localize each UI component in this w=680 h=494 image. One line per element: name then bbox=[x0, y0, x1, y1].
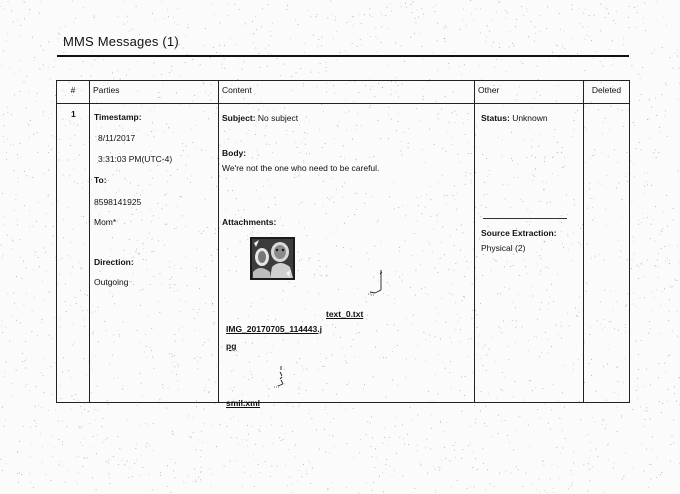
row-num-cell bbox=[57, 104, 90, 403]
text-file-icon[interactable] bbox=[366, 268, 384, 298]
other-divider bbox=[483, 218, 567, 219]
status-line bbox=[481, 113, 548, 123]
table-header-row bbox=[57, 81, 630, 104]
deleted-cell bbox=[584, 104, 630, 403]
body-text: We're not the one who need to be careful. bbox=[222, 163, 380, 173]
subject-line bbox=[222, 113, 298, 123]
attachment-image-name-line1[interactable]: IMG_20170705_114443.j bbox=[226, 324, 322, 334]
subject-label: Subject: bbox=[222, 113, 256, 123]
timestamp-date: 8/11/2017 bbox=[98, 133, 136, 143]
image-thumbnail[interactable] bbox=[250, 237, 295, 280]
header-content: Content bbox=[219, 81, 475, 104]
attachment-text-file[interactable]: text_0.txt bbox=[326, 309, 364, 319]
status-label: Status: bbox=[481, 113, 510, 123]
attachments-label: Attachments: bbox=[222, 217, 277, 227]
subject-value: No subject bbox=[257, 113, 299, 123]
header-other: Other bbox=[475, 81, 584, 104]
timestamp-time: 3:31:03 PM(UTC-4) bbox=[98, 154, 173, 164]
mms-messages-table bbox=[56, 80, 630, 408]
recipient-name: Mom* bbox=[94, 217, 117, 227]
source-extraction-value: Physical (2) bbox=[481, 243, 526, 253]
direction-value: Outgoing bbox=[94, 277, 129, 287]
header-num: # bbox=[57, 81, 90, 104]
source-extraction-label: Source Extraction: bbox=[481, 228, 557, 238]
attachment-image-name-line2[interactable]: pg bbox=[226, 341, 237, 351]
table-row bbox=[57, 104, 630, 403]
status-value: Unknown bbox=[512, 113, 548, 123]
header-parties: Parties bbox=[90, 81, 219, 104]
title-divider bbox=[57, 55, 629, 57]
content-cell bbox=[219, 104, 475, 408]
header-deleted: Deleted bbox=[584, 81, 630, 104]
recipient-phone: 8598141925 bbox=[94, 197, 142, 207]
xml-file-icon[interactable] bbox=[271, 364, 287, 392]
attachment-smil-file[interactable]: smil.xml bbox=[226, 398, 261, 408]
parties-cell bbox=[90, 104, 219, 403]
page-title: MMS Messages (1) bbox=[63, 34, 179, 49]
other-cell bbox=[475, 104, 584, 403]
timestamp-label: Timestamp: bbox=[94, 112, 142, 122]
row-number: 1 bbox=[71, 109, 76, 119]
to-label: To: bbox=[94, 175, 107, 185]
direction-label: Direction: bbox=[94, 257, 134, 267]
body-label: Body: bbox=[222, 148, 247, 158]
